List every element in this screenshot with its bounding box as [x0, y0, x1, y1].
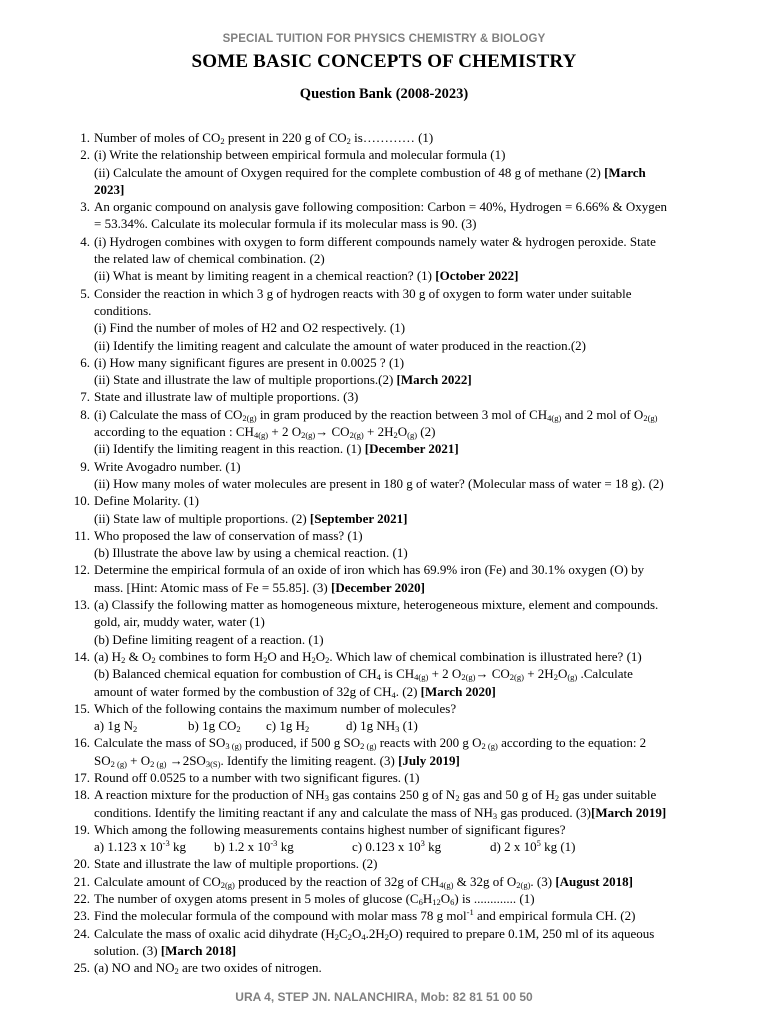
question-item	[0, 354, 768, 389]
question-item	[0, 700, 768, 735]
question-line: (b) Balanced chemical equation for combustion of $CH_4$ is $CH_{4(g)} + 2$ $O_{2(g)}\to CO_{2(g)} + 2H_2O_{(g)}$ .Calculate	[94, 666, 633, 683]
question-line: (ii) State law of multiple proportions. (2) [September 2021]	[94, 510, 408, 526]
question-line	[94, 181, 722, 198]
subscript: 4(g)	[547, 412, 562, 423]
subscript: 2 (g)	[360, 741, 377, 752]
footer-address: URA 4, STEP JN. NALANCHIRA, Mob: 82 81 51 00 50	[235, 990, 533, 1004]
question-line: gold, air, muddy water, water (1)	[94, 614, 265, 630]
question-line: (i) Calculate the mass of $CO_{2(g)}$ in gram produced by the reaction between 3 mol of $CH_{4(g)}$ and 2 mol of $O_{2(g)}$	[94, 406, 658, 423]
question-line: Find the molecular formula of the compound with molar mass 78 g mol$^{-1}$ and empirical formula CH. (2)	[94, 907, 636, 924]
question-number: 4.	[80, 233, 90, 249]
question-line: The number of oxygen atoms present in 5 moles of glucose $(C_6H_{12}O_6)$ is ............. (1)	[94, 891, 535, 908]
question-line: Calculate the mass of oxalic acid dihydrate $(H_2C_2O_4.2H_2O)$ required to prepare 0.1M, 250 ml of its aqueous	[94, 925, 655, 942]
question-item	[0, 925, 768, 960]
answer-option: d) 1g $NH_3$ (1)	[346, 718, 418, 735]
question-number: 7.	[80, 389, 90, 405]
question-number: 14.	[73, 648, 90, 664]
subscript: 4(g)	[439, 879, 454, 890]
question-number: 11.	[74, 527, 90, 543]
question-line: according to the equation : $CH_{4(g)} + 2$ $O_{2(g)}\to CO_{2(g)} + 2H_2O_{(g)}$ (2)	[94, 424, 436, 441]
subscript: 2(g)	[349, 430, 364, 441]
question-number: 10.	[73, 493, 90, 509]
question-line: (i) Hydrogen combines with oxygen to form different compounds namely water & hydrogen peroxide. State	[94, 233, 656, 249]
question-item	[0, 821, 768, 856]
exam-session-tag: [March 2022]	[396, 372, 472, 388]
question-line: (ii) Calculate the amount of Oxygen required for the complete combustion of 48 g of methane (2) [March	[94, 164, 646, 180]
question-number: 2.	[80, 147, 90, 163]
subscript: 4(g)	[414, 672, 429, 683]
question-line: (i) Find the number of moles of H2 and O2 respectively. (1)	[94, 320, 406, 336]
question-number: 13.	[73, 597, 90, 613]
question-number: 8.	[80, 406, 90, 422]
question-item	[0, 146, 768, 198]
question-line: State and illustrate the law of multiple proportions. (2)	[94, 856, 378, 872]
question-line: (b) Define limiting reagent of a reaction. (1)	[94, 631, 324, 647]
question-line: = 53.34%. Calculate its molecular formula if its molecular mass is 90. (3)	[94, 216, 477, 232]
question-item	[0, 769, 768, 786]
subscript: 2	[236, 724, 241, 735]
question-item	[0, 890, 768, 907]
subscript: 2(g)	[461, 672, 476, 683]
exam-session-tag: [August 2018]	[555, 873, 633, 889]
question-number: 19.	[73, 821, 90, 837]
question-item	[0, 527, 768, 562]
question-item	[0, 129, 768, 146]
page-title: SOME BASIC CONCEPTS OF CHEMISTRY	[191, 51, 577, 72]
question-line: (a) Classify the following matter as homogeneous mixture, heterogeneous mixture, element and compounds.	[94, 597, 659, 613]
question-line: Who proposed the law of conservation of mass? (1)	[94, 527, 363, 543]
subscript: 2	[554, 793, 560, 804]
subscript: 3	[324, 793, 329, 804]
answer-option: c) 1g $H_2$	[266, 718, 310, 735]
exam-session-tag: [March 2019]	[591, 804, 667, 820]
question-number: 17.	[73, 769, 90, 785]
question-line: (b) Illustrate the above law by using a chemical reaction. (1)	[94, 545, 408, 561]
question-number: 22.	[73, 891, 90, 907]
question-line: (i) Write the relationship between empirical formula and molecular formula (1)	[94, 147, 506, 163]
question-line: Calculate amount of $CO_{2(g)}$ produced by the reaction of 32g of $CH_{4(g)}$ & 32g of $O_{2(g)}$. (3) [August 2018]	[94, 873, 633, 890]
exam-session-tag: [December 2021]	[364, 441, 459, 457]
question-number: 18.	[73, 787, 90, 803]
question-item	[0, 873, 768, 890]
subscript: 4	[376, 672, 381, 683]
subscript: 2	[121, 654, 126, 665]
subscript: 2	[455, 793, 460, 804]
question-item	[0, 285, 768, 354]
subscript: 2	[263, 654, 268, 665]
question-line: (ii) State and illustrate the law of multiple proportions.(2) [March 2022]	[94, 372, 472, 388]
question-number: 24.	[73, 925, 90, 941]
question-line: the related law of chemical combination. (2)	[94, 251, 325, 267]
answer-option: b) 1g $CO_2$	[188, 718, 241, 735]
subscript: 2(g)	[516, 879, 531, 890]
subscript: 2(g)	[301, 430, 316, 441]
question-line: Which of the following contains the maximum number of molecules?	[94, 700, 457, 716]
question-line: conditions.	[94, 302, 152, 318]
exam-session-tag: [March 2020]	[420, 683, 496, 699]
question-line: conditions. Identify the limiting reactant if any and calculate the mass of $NH_3$ gas produced. (3)[March 2019]	[94, 804, 667, 821]
page-subtitle: Question Bank (2008-2023)	[299, 86, 469, 102]
subscript: 2	[334, 931, 340, 942]
question-number: 23.	[73, 908, 90, 924]
subscript: (g)	[407, 430, 418, 441]
question-item	[0, 388, 768, 405]
question-item	[0, 648, 768, 700]
subscript: 2(g)	[509, 672, 524, 683]
question-line: Which among the following measurements contains highest number of significant figures?	[94, 821, 566, 837]
question-line: (ii) How many moles of water molecules are present in 180 g of water? (Molecular mass of water = 18 g). (2)	[94, 475, 664, 491]
exam-session-tag: [October 2022]	[435, 268, 519, 284]
question-item	[0, 458, 768, 493]
subscript: 2	[133, 724, 138, 735]
answer-option: a) 1.123 x $10^{-3}$ kg	[94, 838, 186, 855]
question-number: 15.	[73, 700, 90, 716]
subscript: 12	[432, 897, 441, 908]
question-line	[94, 717, 722, 734]
subscript: 3(S)	[205, 758, 221, 769]
question-line: $SO_{2 (g)} + O_{2 (g)} \to 2SO_{3(S)}$. Identify the limiting reagent. (3) [July 2019]	[94, 752, 460, 769]
subscript: 2	[346, 136, 351, 146]
question-item	[0, 233, 768, 285]
subscript: 2	[305, 724, 310, 735]
question-number: 21.	[73, 873, 90, 889]
tuition-banner: SPECIAL TUITION FOR PHYSICS CHEMISTRY & BIOLOGY	[222, 33, 546, 45]
subscript: 2(g)	[242, 412, 257, 423]
question-line: mass. [Hint: Atomic mass of Fe = 55.85]. (3) [December 2020]	[94, 579, 425, 595]
question-line: (ii) Identify the limiting reagent in this reaction. (1) [December 2021]	[94, 441, 459, 457]
question-line: solution. (3) [March 2018]	[94, 942, 237, 958]
superscript: -3	[162, 838, 170, 849]
question-line	[94, 838, 722, 855]
question-list	[0, 129, 768, 977]
question-item	[0, 786, 768, 821]
subscript: 3 (g)	[225, 741, 242, 752]
superscript: -3	[270, 838, 278, 849]
subscript: 2	[174, 966, 179, 977]
question-item	[0, 907, 768, 924]
subscript: 2	[325, 654, 330, 665]
question-line: (ii) What is meant by limiting reagent in a chemical reaction? (1) [October 2022]	[94, 268, 519, 284]
answer-option: c) 0.123 x $10^3$ kg	[352, 838, 442, 855]
question-number: 16.	[73, 735, 90, 751]
question-line: State and illustrate law of multiple proportions. (3)	[94, 389, 359, 405]
question-number: 3.	[80, 199, 90, 215]
exam-session-tag: [September 2021]	[309, 510, 408, 526]
subscript: 4	[361, 931, 366, 942]
question-number: 9.	[80, 458, 90, 474]
question-line: (ii) Identify the limiting reagent and calculate the amount of water produced in the reaction.(2)	[94, 337, 587, 353]
question-number: 1.	[80, 130, 90, 145]
question-item	[0, 959, 768, 976]
subscript: 2	[347, 931, 352, 942]
question-item	[0, 406, 768, 458]
question-number: 5.	[80, 285, 90, 301]
question-line: Consider the reaction in which 3 g of hydrogen reacts with 30 g of oxygen to form water under suitable	[94, 285, 632, 301]
answer-option: b) 1.2 x $10^{-3}$ kg	[214, 838, 294, 855]
question-line: Define Molarity. (1)	[94, 493, 199, 509]
subscript: 2 (g)	[150, 758, 167, 769]
subscript: 2	[553, 672, 558, 683]
subscript: 2 (g)	[110, 758, 127, 769]
question-line: An organic compound on analysis gave following composition: Carbon = 40%, Hydrogen = 6.66% & Oxygen	[94, 199, 667, 215]
superscript: -1	[466, 907, 474, 918]
subscript: 6	[418, 897, 423, 908]
question-line: Number of moles of $CO_2$ present in 220 g of $CO_2$ is………… (1)	[94, 130, 434, 146]
question-item	[0, 734, 768, 769]
subscript: 2	[384, 931, 389, 942]
question-line: Write Avogadro number. (1)	[94, 458, 241, 474]
question-line: (i) How many significant figures are present in 0.0025 ? (1)	[94, 354, 405, 370]
subscript: 2	[311, 654, 316, 665]
subscript: 2 (g)	[481, 741, 498, 752]
question-item	[0, 855, 768, 872]
question-line: (a) $H_2$ & $O_2$ combines to form $H_2O$ and $H_2O_2$. Which law of chemical combination is illustrated here? (1)	[94, 648, 642, 665]
question-item	[0, 492, 768, 527]
question-line: amount of water formed by the combustion of 32g of $CH_4$. (2) [March 2020]	[94, 683, 496, 700]
answer-option: d) 2 x $10^5$ kg (1)	[490, 838, 576, 855]
subscript: (g)	[567, 672, 578, 683]
superscript: 5	[536, 838, 541, 849]
question-number: 25.	[73, 960, 90, 976]
exam-session-tag: [March	[604, 164, 646, 180]
question-line: Calculate the mass of $SO_{3 (g)}$ produced, if 500 g $SO_{2 (g)}$ reacts with 200 g $O_{2 (g)}$ according to the equation: 2	[94, 735, 647, 752]
question-number: 20.	[73, 856, 90, 872]
question-line: Round off 0.0525 to a number with two significant figures. (1)	[94, 769, 420, 785]
question-line: Determine the empirical formula of an oxide of iron which has 69.9% iron (Fe) and 30.1% oxygen (O) by	[94, 562, 645, 578]
question-number: 12.	[73, 562, 90, 578]
question-line: (a) NO and $NO_2$ are two oxides of nitrogen.	[94, 960, 322, 977]
question-line: A reaction mixture for the production of $NH_3$ gas contains 250 g of $N_2$ gas and 50 g of $H_2$ gas under suitable	[94, 787, 657, 804]
subscript: 2	[393, 430, 398, 441]
question-item	[0, 561, 768, 596]
question-item	[0, 596, 768, 648]
question-item	[0, 198, 768, 233]
answer-option: a) 1g $N_2$	[94, 718, 138, 735]
subscript: 2(g)	[220, 879, 235, 890]
subscript: 3	[492, 810, 498, 821]
superscript: 3	[420, 838, 425, 849]
subscript: 4	[391, 689, 396, 700]
subscript: 6	[450, 897, 455, 908]
exam-session-tag: [December 2020]	[330, 579, 425, 595]
subscript: 3	[395, 724, 400, 735]
subscript: 2	[151, 654, 156, 665]
exam-session-tag: [July 2019]	[398, 752, 460, 768]
question-number: 6.	[80, 354, 90, 370]
subscript: 2	[220, 136, 225, 146]
subscript: 2(g)	[643, 412, 658, 423]
exam-session-tag: 2023]	[94, 181, 125, 197]
exam-session-tag: [March 2018]	[160, 942, 237, 958]
subscript: 4(g)	[253, 430, 269, 441]
